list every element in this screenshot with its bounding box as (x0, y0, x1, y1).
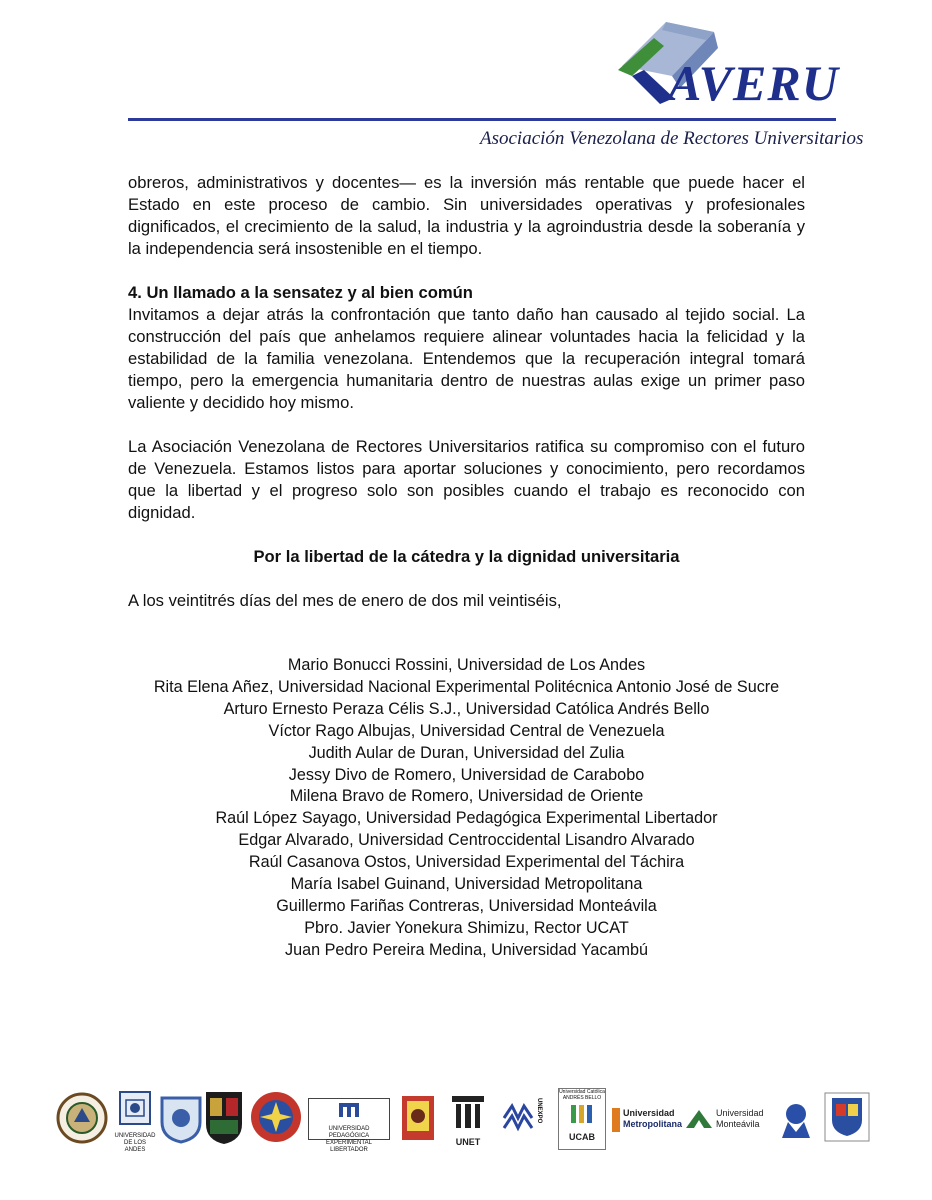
upel-caption: UNIVERSIDAD PEDAGÓGICA EXPERIMENTAL LIBERTADOR (326, 1126, 372, 1153)
ucab-top-text: Universidad Católica ANDRÉS BELLO (559, 1089, 605, 1101)
monteavila-logo-icon (686, 1108, 712, 1128)
paragraph-1: obreros, administrativos y docentes— es la inversión más rentable que puede hacer el Estado en este proceso de cambio. Sin universidades operativas y profesionales dignificados, el crecimiento de la salud, la industria y la agroindustria desde la soberanía y la independencia será insostenible en el tiempo. (128, 173, 805, 258)
motto: Por la libertad de la cátedra y la dignidad universitaria (253, 547, 680, 566)
unet-logo-icon (444, 1092, 492, 1132)
monteavila-line1: Universidad (716, 1108, 764, 1118)
signatory: Pbro. Javier Yonekura Shimizu, Rector UCAT (304, 918, 629, 937)
signatory: María Isabel Guinand, Universidad Metropolitana (290, 875, 643, 894)
unet-logo (444, 1092, 492, 1146)
unexpo-logo (502, 1098, 546, 1142)
ucab-caption: UCAB (569, 1132, 595, 1142)
signatory: Raúl López Sayago, Universidad Pedagógica Experimental Libertador (215, 809, 718, 828)
signatory: Arturo Ernesto Peraza Célis S.J., Universidad Católica Andrés Bello (223, 699, 710, 718)
header-subtitle: Asociación Venezolana de Rectores Universitarios (480, 128, 864, 149)
upel-logo-icon (309, 1099, 389, 1121)
unimet-line1: Universidad (623, 1108, 675, 1118)
paragraph-2: Invitamos a dejar atrás la confrontación que tanto daño han causado al tejido social. La construcción del país que anhelamos requiere alinear voluntades hacia la felicidad y la estabilidad de la familia venezolana. Entendemos que la recuperación integral tomará tiempo, pero la emergencia humanitaria dentro de nuestras aulas exige un primer paso valiente y decidido hoy mismo. (128, 305, 805, 412)
unexpo-logo-icon (502, 1098, 534, 1138)
monteavila-line2: Monteávila (716, 1119, 760, 1129)
date-line: A los veintitrés días del mes de enero de dos mil veintiséis, (128, 591, 562, 610)
signatories-list (128, 655, 805, 962)
section-heading-4: 4. Un llamado a la sensatez y al bien común (128, 283, 473, 302)
signatory: Guillermo Fariñas Contreras, Universidad Monteávila (276, 896, 657, 915)
luz-seal-icon (158, 1092, 204, 1144)
ula-seal-icon (114, 1088, 156, 1128)
ucv-seal-icon (56, 1092, 108, 1144)
unexpo-caption: UNEXPO (536, 1098, 542, 1124)
ucla-crest-icon (400, 1094, 436, 1142)
signatory: Milena Bravo de Romero, Universidad de Oriente (289, 787, 644, 806)
ula-caption: UNIVERSIDAD DE LOS ANDES (114, 1133, 156, 1153)
signatory: Edgar Alvarado, Universidad Centroccidental Lisandro Alvarado (238, 831, 695, 850)
uc-shield-icon (204, 1090, 244, 1146)
ula-logo (114, 1088, 156, 1153)
footer-logos (54, 1088, 884, 1153)
unimet-logo-icon (612, 1108, 620, 1132)
unimet-logo (612, 1106, 682, 1136)
ucab-logo-icon (559, 1101, 605, 1127)
monteavila-logo (686, 1106, 768, 1136)
paragraph-3: La Asociación Venezolana de Rectores Universitarios ratifica su compromiso con el futuro de Venezuela. Estamos listos para aportar soluciones y conocimiento, pero recordamos que la libertad y el progreso solo son posibles cuando el trabajo es reconocido con dignidad. (128, 437, 805, 522)
signatory: Jessy Divo de Romero, Universidad de Carabobo (288, 765, 645, 784)
udo-seal-icon (250, 1090, 302, 1144)
ucat-logo-icon (776, 1100, 816, 1140)
signatory: Judith Aular de Duran, Universidad del Zulia (308, 743, 625, 762)
yacambu-logo-icon (824, 1092, 870, 1142)
signatory: Rita Elena Añez, Universidad Nacional Experimental Politécnica Antonio José de Sucre (153, 677, 780, 696)
unet-caption: UNET (455, 1137, 481, 1147)
header-divider (128, 118, 836, 121)
unimet-line2: Metropolitana (623, 1119, 683, 1129)
signatory: Juan Pedro Pereira Medina, Universidad Yacambú (285, 940, 648, 959)
signatory: Víctor Rago Albujas, Universidad Central de Venezuela (268, 721, 665, 740)
ucab-logo (558, 1088, 606, 1150)
averu-logo-text: AVERU (668, 55, 839, 111)
signatory: Mario Bonucci Rossini, Universidad de Los Andes (287, 656, 646, 674)
signatory: Raúl Casanova Ostos, Universidad Experimental del Táchira (248, 853, 685, 872)
upel-logo (308, 1098, 390, 1153)
letter-body (128, 172, 805, 612)
